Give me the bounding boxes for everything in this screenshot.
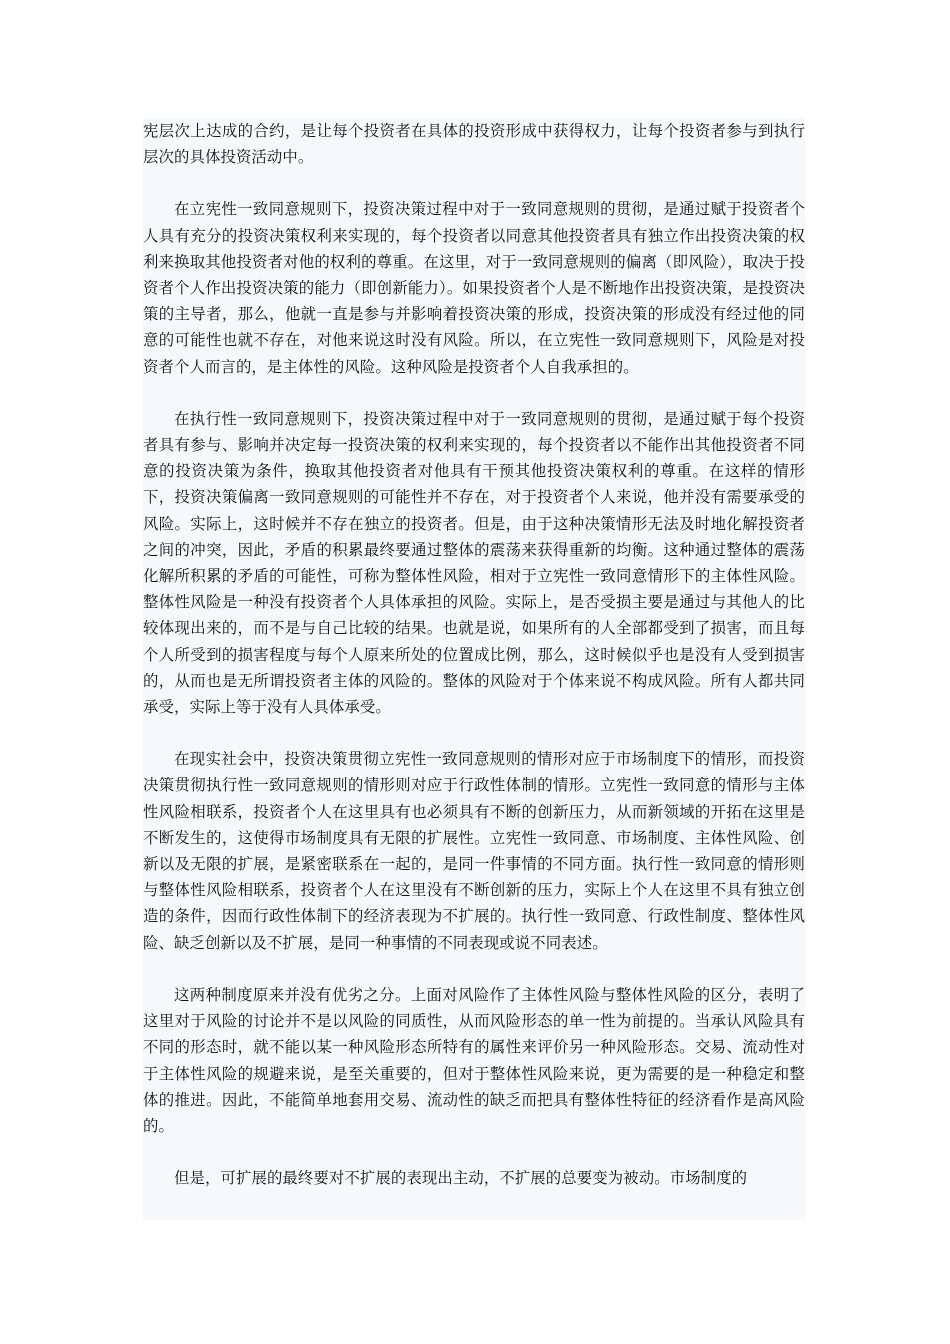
document-body (143, 118, 805, 1220)
paragraph-4: 在现实社会中，投资决策贯彻立宪性一致同意规则的情形对应于市场制度下的情形，而投资决策贯彻执行性一致同意规则的情形则对应于行政性体制的情形。立宪性一致同意的情形与主体性风险相联系，投资者个人在这里具有也必须具有不断的创新压力，从而新领域的开拓在这里是不断发生的，这使得市场制度具有无限的扩展性。立宪性一致同意、市场制度、主体性风险、创新以及无限的扩展，是紧密联系在一起的，是同一件事情的不同方面。执行性一致同意的情形则与整体性风险相联系，投资者个人在这里没有不断创新的压力，实际上个人在这里不具有独立创造的条件，因而行政性体制下的经济表现为不扩展的。执行性一致同意、行政性制度、整体性风险、缺乏创新以及不扩展，是同一种事情的不同表现或说不同表述。 (143, 750, 805, 952)
paragraph-gap (143, 170, 805, 196)
paragraph-1: 宪层次上达成的合约，是让每个投资者在具体的投资形成中获得权力，让每个投资者参与到执行层次的具体投资活动中。 (143, 122, 805, 167)
paragraph-3: 在执行性一致同意规则下，投资决策过程中对于一致同意规则的贯彻，是通过赋于每个投资者具有参与、影响并决定每一投资决策的权利来实现的，每个投资者以不能作出其他投资者不同意的投资决策为条件，换取其他投资者对他具有干预其他投资决策权利的尊重。在这样的情形下，投资决策偏离一致同意规则的可能性并不存在，对于投资者个人来说，他并没有需要承受的风险。实际上，这时候并不存在独立的投资者。但是，由于这种决策情形无法及时地化解投资者之间的冲突，因此，矛盾的积累最终要通过整体的震荡来获得重新的均衡。这种通过整体的震荡化解所积累的矛盾的可能性，可称为整体性风险，相对于立宪性一致同意情形下的主体性风险。整体性风险是一种没有投资者个人具体承担的风险。实际上，是否受损主要是通过与其他人的比较体现出来的，而不是与自己比较的结果。也就是说，如果所有的人全部都受到了损害，而且每个人所受到的损害程度与每个人原来所处的位置成比例，那么，这时候似乎也是没有人受到损害的，从而也是无所谓投资者主体的风险的。整体的风险对于个体来说不构成风险。所有人都共同承受，实际上等于没有人具体承受。 (143, 409, 805, 717)
paragraph-gap (143, 956, 805, 982)
paragraph-2: 在立宪性一致同意规则下，投资决策过程中对于一致同意规则的贯彻，是通过赋于投资者个人具有充分的投资决策权利来实现的，每个投资者以同意其他投资者具有独立作出投资决策的权利来换取其他投资者对他的权利的尊重。在这里，对于一致同意规则的偏离（即风险），取决于投资者个人作出投资决策的能力（即创新能力）。如果投资者个人是不断地作出投资决策，是投资决策的主导者，那么，他就一直是参与并影响着投资决策的形成，投资决策的形成没有经过他的同意的可能性也就不存在，对他来说这时没有风险。所以，在立宪性一致同意规则下，风险是对投资者个人而言的，是主体性的风险。这种风险是投资者个人自我承担的。 (143, 200, 805, 376)
paragraph-5: 这两种制度原来并没有优劣之分。上面对风险作了主体性风险与整体性风险的区分，表明了这里对于风险的讨论并不是以风险的同质性，从而风险形态的单一性为前提的。当承认风险具有不同的形态时，就不能以某一种风险形态所特有的属性来评价另一种风险形态。交易、流动性对于主体性风险的规避来说，是至关重要的，但对于整体性风险来说，更为需要的是一种稳定和整体的推进。因此，不能简单地套用交易、流动性的缺乏而把具有整体性特征的经济看作是高风险的。 (143, 985, 805, 1135)
paragraph-gap (143, 1139, 805, 1165)
paragraph-6: 但是，可扩展的最终要对不扩展的表现出主动，不扩展的总要变为被动。市场制度的 (174, 1169, 748, 1188)
paragraph-gap (143, 720, 805, 746)
paragraph-gap (143, 380, 805, 406)
